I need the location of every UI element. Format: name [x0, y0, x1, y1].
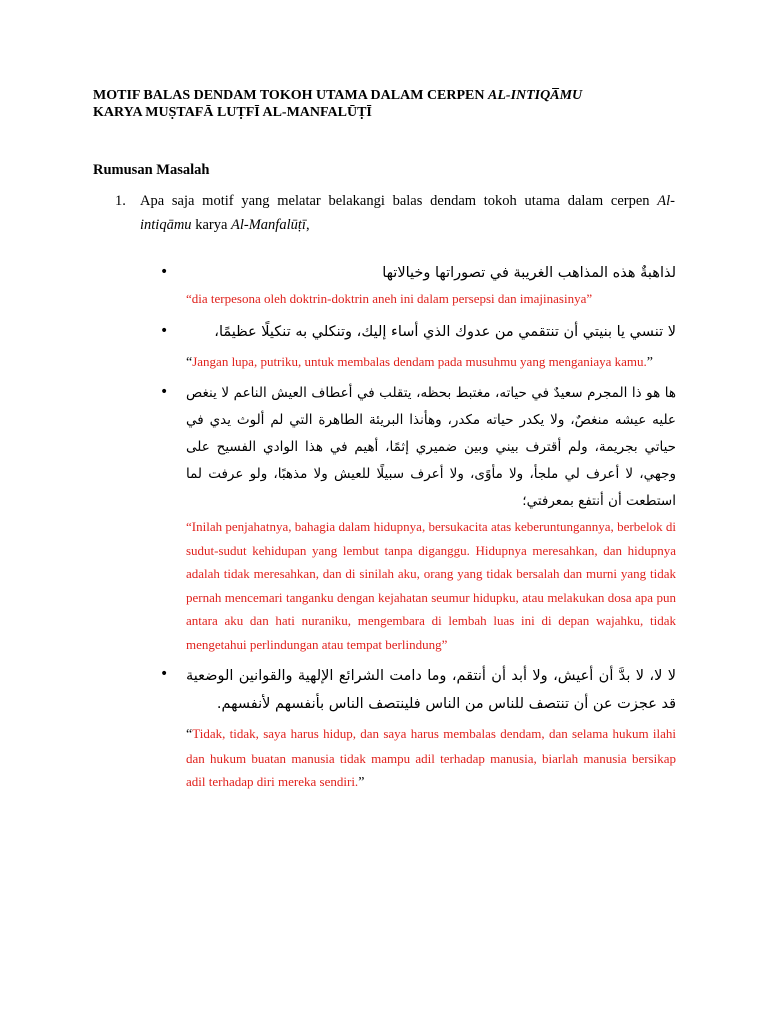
question-number: 1. [115, 193, 126, 209]
translation-text: Inilah penjahatnya, bahagia dalam hidupnya, bersukacita atas keberuntungannya, berbelok di sudut-sudut kehidupan yang lembut tanpa diganggu. Hidupnya meresahkan, dan hidupnya adalah tidak meresahkan, dan di sinilah aku, orang yang tidak bersalah dan murni yang tidak pernah mencemari tanganku dengan kejahatan seumur hidupku, atau melakukan dosa apa pun antara aku dan hati nuraniku, mengembara di lembah luas ini di depan wajahku, tidak mengetahui perlindungan atau tempat berlindung [186, 519, 676, 652]
section-heading: Rumusan Masalah [93, 162, 210, 178]
question-text-after: , [305, 217, 310, 233]
translation-text: dia terpesona oleh doktrin-doktrin aneh ini dalam persepsi dan imajinasinya [191, 291, 587, 306]
translation [186, 287, 676, 311]
arabic-quote: لذاهبةٌ هذه المذاهب الغريبة في تصوراتها وخيالاتها [382, 265, 676, 281]
bullet-icon: • [160, 666, 169, 682]
quote-item [160, 260, 676, 311]
question-text-middle: karya [191, 217, 232, 233]
arabic-quote: ها هو ذا المجرم سعيدٌ في حياته، مغتبط بحظه، يتقلب في أعطاف العيش الناعم لا ينغص عليه عيشه منغصٌ، ولا يكدر حياته مكدر، وهأنذا البريئة الطاهرة التي لم ألوث يدي في حياتي بجريمة، ولم أقترف بيني وبين ضميري إثمًا، أهيم في هذا الوادي الفسيح على وجهي، لا أعرف لي ملجأ، ولا مأوًى، ولا أعرف سبيلًا للعيش ولا مذهبًا، ولو عرفت لما استطعت أن أنتفع بمعرفتي؛ [186, 385, 676, 509]
title-line2: KARYA MUṢTAFĀ LUṬFĪ AL-MANFALŪṬĪ [93, 105, 372, 120]
translation-close-quote: ” [646, 354, 653, 370]
translation [186, 350, 676, 375]
translation-open-quote: “ [186, 519, 192, 534]
translation-open-quote: “ [186, 727, 193, 742]
quote-list [160, 260, 676, 795]
bullet-icon: • [160, 322, 169, 339]
quote-item [160, 662, 676, 795]
title-italic: AL-INTIQA̅MU [488, 88, 583, 103]
question-italic-author: Al-Manfalūṭī [231, 217, 306, 233]
translation-open-quote: “ [186, 291, 192, 306]
title-part1: MOTIF BALAS DENDAM TOKOH UTAMA DALAM CERPEN [93, 88, 489, 103]
translation-text: Tidak, tidak, saya harus hidup, dan saya harus membalas dendam, dan selama hukum ilahi dan hukum buatan manusia tidak mampu adil terhadap manusia, biarlah manusia bersikap adil terhadap diri mereka sendiri. [186, 726, 676, 789]
arabic-quote: لا لا، لا بدَّ أن أعيش، ولا أبد أن أنتقم، وما دامت الشرائع الإلهية والقوانين الوضعية قد عجزت عن أن تنتصف للناس من الناس فلينتصف الناس بأنفسهم لأنفسهم. [186, 668, 676, 712]
question-italic-title: Al-intiqāmu [140, 193, 675, 233]
document-title [93, 87, 683, 121]
quote-item [160, 319, 676, 375]
arabic-quote: لا تنسي يا بنيتي أن تنتقمي من عدوك الذي أساء إليك، وتنكلي به تنكيلًا عظيمًا، [214, 323, 676, 340]
bullet-icon: • [160, 264, 169, 280]
translation [186, 515, 676, 656]
translation-close-quote: ” [586, 291, 593, 306]
translation-open-quote: “ [186, 354, 193, 370]
translation-text: Jangan lupa, putriku, untuk membalas dendam pada musuhmu yang menganiaya kamu. [192, 353, 647, 369]
translation [186, 722, 676, 795]
translation-close-quote: ” [441, 636, 448, 652]
question-text [115, 189, 675, 237]
bullet-icon: • [160, 384, 169, 400]
quote-item [160, 380, 676, 656]
question-text-before: Apa saja motif yang melatar belakangi balas dendam tokoh utama dalam cerpen [140, 193, 658, 209]
question-item [115, 189, 675, 237]
translation-close-quote: ” [358, 775, 365, 790]
